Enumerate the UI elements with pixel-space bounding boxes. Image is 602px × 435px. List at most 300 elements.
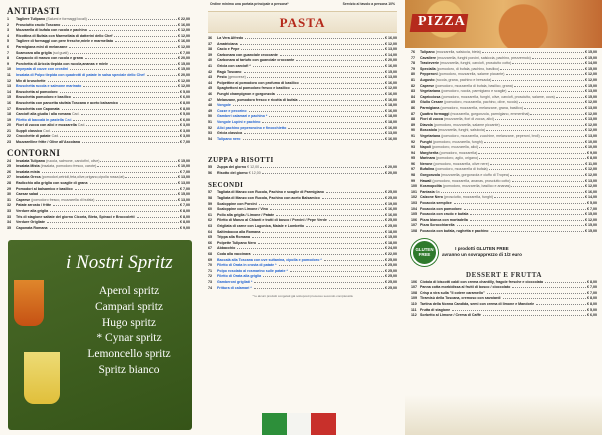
item-name: Abbacchio — [217, 246, 236, 251]
item-price: € 8,00 — [180, 214, 190, 219]
dot-leader — [541, 136, 584, 137]
item-price: € 22,00 — [178, 17, 190, 21]
item-name: Filetto di Manzo al Chianti e trutti di bosco / Porcini / Pepe Verde — [217, 218, 327, 223]
item-number: 71 — [208, 268, 212, 273]
item-name: Tagliata di Manzo con Rucola, Pachino e scaglie di Parmigiano — [217, 190, 324, 195]
item-desc: (mozzarella, gorgonzola, parmigiano, emmenthal) — [450, 111, 530, 116]
dot-leader — [110, 64, 177, 65]
item-desc: (prosciutto, mozzarella, funghi) — [443, 195, 494, 200]
item-number: 8 — [7, 56, 9, 61]
item-name: Ragù Toscano — [217, 69, 242, 74]
frozen-products-note: * le alcuni prodotti congelati già sottoposti processo secondo complessità — [252, 294, 353, 299]
gluten-free-notice — [411, 239, 597, 266]
item-name: Caesar salad — [16, 192, 39, 197]
item-number: 108 — [411, 229, 417, 233]
dot-leader — [306, 226, 384, 227]
item-name: Gorgonzola — [420, 173, 440, 178]
item-price: € 8,00 — [587, 279, 597, 284]
item-price: € 25,00 — [385, 218, 397, 223]
item-desc: (pomodoro, mozzarella, melanzane, grana, basilico) — [440, 105, 524, 110]
item-number: 11 — [7, 72, 11, 77]
item-name: La Vera Alfredo — [217, 36, 244, 40]
dot-leader — [53, 205, 179, 206]
item-price: € 13,00 — [178, 175, 190, 180]
pasta-list — [208, 36, 397, 142]
item-number: 65 — [208, 235, 212, 240]
item-name: Fiori di zucca — [420, 117, 443, 122]
item-price: € 12,00 — [585, 122, 597, 127]
dot-leader — [50, 228, 179, 229]
dot-leader — [237, 248, 384, 249]
dot-leader — [510, 175, 584, 176]
dot-leader — [503, 298, 586, 299]
dot-leader — [40, 194, 177, 195]
dot-leader — [81, 114, 179, 115]
item-name: Parmigiana — [420, 105, 440, 110]
item-name: Filetto di Orata in crosta di patate * — [217, 263, 277, 268]
item-number: 62 — [208, 218, 212, 223]
dot-leader — [252, 237, 384, 238]
item-name: Filetto di baccalà in pastella — [16, 117, 64, 122]
item-name: Verdure alla griglia — [16, 209, 49, 213]
dot-leader — [301, 83, 384, 84]
item-desc: (rucola, salmone, carciofini, olive) — [46, 158, 100, 163]
item-price: € 12,00 — [585, 217, 597, 222]
dot-leader — [115, 41, 177, 42]
item-number: 34 — [7, 220, 11, 225]
item-number: 63 — [208, 224, 212, 229]
item-number: 82 — [411, 83, 415, 88]
item-number: 39 — [208, 52, 212, 57]
item-name: Polpo rosolato al rosmarino sulle patate * — [217, 268, 288, 273]
dot-leader — [70, 69, 177, 70]
item-price: € 18,00 — [385, 103, 397, 108]
item-number: 2 — [7, 22, 9, 27]
item-desc: (mozzarella, fiori di zucca, alici) — [443, 117, 494, 122]
dessert-title: DESSERT E FRUTTA — [466, 270, 542, 279]
dot-leader — [253, 254, 384, 255]
item-name: Spaghettoni al pomodoro fresco e basilico — [217, 86, 290, 91]
item-name: Polpette Tulipano Nero — [217, 240, 257, 245]
spritz-panel — [8, 240, 192, 430]
item-price: € 18,00 — [385, 240, 397, 245]
item-number: 49 — [208, 108, 212, 113]
item-name: Cacio e Pepe — [217, 47, 240, 52]
item-number: 5 — [7, 39, 9, 44]
item-name: Impepata di cozze con crostini — [16, 67, 69, 72]
item-desc: (pomodoro fresco, mozzarella di bufala) — [31, 197, 95, 202]
item-price: € 7,00 — [180, 140, 190, 145]
item-name: Insalata Greca — [16, 175, 41, 180]
item-number: 106 — [411, 279, 417, 284]
item-number: 79 — [411, 66, 415, 71]
item-number: 90 — [411, 128, 415, 133]
item-number: 32 — [7, 203, 11, 208]
zuppa-list — [208, 165, 397, 176]
item-name: Giulio Cesare — [420, 100, 444, 105]
item-price: € 8,00 — [180, 100, 190, 105]
item-name: Cozze e pecorino — [217, 108, 247, 113]
item-name: Supplì classico — [16, 128, 43, 133]
item-number: 107 — [411, 285, 417, 290]
dot-leader — [69, 47, 177, 48]
item-desc: Cad. — [64, 117, 73, 122]
dot-leader — [243, 139, 385, 140]
item-price: € 16,00 — [585, 189, 597, 194]
item-name: Grigliata di carne con Lugonica, Maiale e Lombetto — [217, 224, 305, 229]
item-name: Tagliere di formaggi con pere fresche,miele e marmellata — [16, 39, 114, 44]
item-name: Bruschetta con pancetta stufata Toscana e aceto balsamico — [16, 100, 118, 105]
item-name: Panna cotta morbidissa al frutti di bosco / cioccolato — [420, 285, 511, 290]
dot-leader — [88, 19, 177, 20]
item-name: Augusto — [420, 77, 435, 82]
dot-leader — [269, 116, 384, 117]
item-name: Calzone Nero — [420, 195, 443, 200]
item-price: € 10,00 — [585, 145, 597, 150]
dot-leader — [280, 55, 384, 56]
item-price: € 8,00 — [587, 296, 597, 301]
item-name: Tulipano — [420, 50, 435, 54]
item-name: Pepperoni — [420, 72, 438, 77]
item-price: € 12,00 — [585, 77, 597, 82]
item-number: 30 — [7, 192, 11, 197]
item-name: Alici pachino peperoncino e finocchietto — [217, 125, 287, 130]
item-desc: (pomodoro, mozzarella, pachino, olive, rucola) — [444, 100, 518, 105]
item-number: 38 — [208, 47, 212, 52]
item-number: 77 — [411, 55, 415, 60]
item-desc: (genovese) — [227, 75, 246, 80]
item-price: € 12,00 — [585, 184, 597, 189]
item-price: € 16,00 — [385, 91, 397, 96]
item-desc: € 12,00 — [248, 170, 261, 175]
dot-leader — [114, 36, 177, 37]
right-column — [405, 0, 602, 435]
item-name: Bruschetta rucola e salmone marinato — [16, 84, 82, 89]
pizza-list — [411, 50, 597, 235]
secondi-list — [208, 190, 397, 291]
item-desc: (rucola, grana, pachino e bresaola) — [435, 77, 492, 82]
gluten-line-1: I prodotti GLUTEN FREE — [455, 246, 509, 252]
item-price: € 20,00 — [178, 72, 190, 77]
item-price: € 13,00 — [385, 131, 397, 136]
dot-leader — [147, 75, 177, 76]
item-desc: (pomodoro, mozzarella) — [439, 150, 478, 155]
item-price: € 12,00 — [178, 28, 190, 33]
item-number: 43 — [208, 75, 212, 80]
item-price: € 3,00 — [180, 123, 190, 128]
dot-leader — [487, 293, 586, 294]
dot-leader — [120, 103, 179, 104]
item-name: Prosciutto crudo Toscano — [16, 22, 61, 27]
item-number: 36 — [208, 36, 212, 40]
dot-leader — [288, 128, 384, 129]
item-name: Trasteverie — [420, 61, 439, 66]
item-name: Carbonara al tartufo con guanciale croccante — [217, 58, 295, 63]
item-name: Vegetariana — [420, 89, 441, 94]
item-number: 106 — [411, 217, 417, 222]
item-name: Patate arrosto / fritte — [16, 203, 52, 208]
item-number: 108 — [411, 290, 417, 295]
dot-leader — [299, 100, 384, 101]
item-price: € 12,00 — [585, 167, 597, 172]
item-price: € 12,00 — [178, 78, 190, 83]
item-desc: € 12,00 — [247, 165, 260, 170]
item-price: € 5,00 — [180, 112, 190, 117]
contorni-list — [7, 159, 190, 232]
dot-leader — [240, 44, 384, 45]
item-price: € 13,00 — [385, 75, 397, 80]
item-price: € 5,00 — [587, 307, 597, 312]
dot-leader — [452, 310, 586, 311]
item-price: € 15,00 — [178, 158, 190, 163]
item-number: 107 — [411, 223, 417, 228]
dot-leader — [329, 220, 384, 221]
menu-item — [411, 313, 597, 319]
item-number: 109 — [411, 296, 417, 301]
item-price: € 16,00 — [385, 63, 397, 68]
item-name: Polpettine al pomodoro con profumo di basilico — [217, 80, 299, 85]
item-price: € 18,00 — [385, 119, 397, 124]
item-number: 10 — [7, 67, 11, 72]
item-number: 85 — [411, 100, 415, 105]
item-number: 112 — [411, 313, 417, 318]
dot-leader — [441, 192, 584, 193]
item-number: 57 — [208, 190, 212, 195]
item-number: 86 — [411, 105, 415, 110]
item-name: Bruschetta pomodoro e basilico — [16, 95, 71, 100]
item-number: 41 — [208, 63, 212, 68]
item-price: € 25,00 — [385, 257, 397, 262]
menu-item — [208, 286, 397, 292]
item-desc: (pomodoro, rucola, parmigiano e scaglie) — [441, 89, 507, 94]
item-number: 12 — [7, 78, 11, 83]
item-price: € 12,00 — [385, 86, 397, 91]
dot-leader — [500, 69, 584, 70]
item-desc: (mozzarella, gorgonzola e ciuffo di Tropea) — [440, 173, 510, 178]
spritz-item: * Cynar spritz — [96, 332, 162, 345]
menu-item — [7, 226, 190, 232]
item-price: € 16,00 — [385, 36, 397, 40]
item-price: € 8,00 — [180, 209, 190, 213]
dot-leader — [60, 136, 179, 137]
dot-leader — [89, 30, 177, 31]
item-number: 54 — [208, 136, 212, 141]
item-price: € 13,00 — [585, 117, 597, 122]
item-name: Mozzarella di bufala con rucola e pachino — [16, 28, 87, 33]
dot-leader — [491, 231, 585, 232]
item-number: 66 — [208, 240, 212, 245]
spritz-title: i Nostri Spritz — [66, 252, 173, 273]
item-number: 50 — [208, 114, 212, 119]
item-desc: (pomodoro, di bufala, pachino, basilico) — [436, 66, 500, 71]
item-name: Crisp a vira sulla "Il cotere caramello" — [420, 290, 485, 295]
dot-leader — [125, 177, 177, 178]
item-desc: (sul guati) — [52, 50, 69, 55]
item-price: € 15,00 — [585, 212, 597, 217]
item-desc: (pomodoro, mozzarella di bufala, basilico, grana) — [435, 83, 513, 88]
item-number: 28 — [7, 181, 11, 186]
item-number: 13 — [7, 84, 11, 89]
item-name: Risotto del giorno — [217, 170, 248, 175]
item-number: 83 — [411, 89, 415, 94]
item-name: Amatriciana — [217, 41, 238, 46]
item-number: 105 — [411, 212, 417, 217]
item-number: 1 — [7, 17, 9, 21]
item-price: € 7,00 — [180, 203, 190, 208]
item-name: Pesto — [217, 75, 227, 80]
item-price: € 13,00 — [585, 105, 597, 110]
item-number: 3 — [7, 28, 9, 33]
dot-leader — [512, 63, 584, 64]
item-name: Hawaii — [420, 178, 432, 183]
item-number: 70 — [208, 263, 212, 268]
spritz-item: Lemoncello spritz — [87, 348, 171, 361]
item-number: 88 — [411, 117, 415, 122]
item-name: Diavola — [420, 122, 433, 127]
dot-leader — [532, 58, 584, 59]
item-number: 91 — [411, 133, 415, 138]
item-number: 58 — [208, 196, 212, 201]
item-price: € 8,00 — [180, 106, 190, 111]
item-name: Nerone — [420, 161, 433, 166]
dot-leader — [277, 94, 384, 95]
minimum-order-note: Ordine minimo una portata principale a persona* — [210, 2, 289, 6]
item-desc: (insalata, pomodoro fresco, carote) — [40, 164, 97, 169]
item-name: Porchetta di Ariccia tiepida con rucola,ananas e miele — [16, 61, 108, 66]
dot-leader — [247, 77, 384, 78]
item-number: 84 — [411, 94, 415, 99]
item-price: € 20,00 — [385, 170, 397, 175]
item-name: Pomodori al balsamico e basilico — [16, 186, 73, 191]
item-name: Gamberi calamari e pachino * — [217, 114, 268, 119]
dot-leader — [233, 105, 384, 106]
item-price: € 14,00 — [585, 195, 597, 200]
item-number: 104 — [411, 206, 417, 211]
dot-leader — [262, 122, 384, 123]
item-name: Scaloppine con Limone / Vino — [217, 207, 269, 212]
item-number: 48 — [208, 103, 212, 108]
dot-leader — [545, 282, 586, 283]
secondi-title: SECONDI — [208, 181, 244, 190]
item-number: 99 — [411, 178, 415, 183]
item-price: € 13,00 — [585, 89, 597, 94]
pizza-header-image — [405, 0, 602, 48]
item-price: € 16,00 — [178, 22, 190, 27]
antipasti-title: ANTIPASTI — [7, 6, 60, 16]
item-desc: (Salumi e formaggi locali) — [46, 17, 87, 21]
item-name: Boscaiola — [420, 128, 437, 133]
italian-flag — [262, 413, 336, 435]
dot-leader — [486, 130, 584, 131]
item-number: 111 — [411, 307, 417, 312]
dot-leader — [324, 260, 384, 261]
item-name: Carpaccio di manzo con rucola e grana — [16, 56, 83, 61]
dot-leader — [82, 142, 179, 143]
dot-leader — [245, 38, 384, 39]
item-name: Caponata Romana — [16, 225, 48, 230]
dot-leader — [524, 108, 584, 109]
item-price: € 25,00 — [385, 268, 397, 273]
item-price: € 15,00 — [585, 66, 597, 71]
item-desc: (pomodoro, aglio, origano) — [435, 156, 479, 161]
dot-leader — [259, 204, 384, 205]
item-price: € 13,00 — [178, 181, 190, 186]
item-name: Focaccia con pomodoro — [420, 206, 462, 211]
dot-leader — [70, 53, 179, 54]
item-number: 94 — [411, 150, 415, 155]
item-price: € 15,00 — [585, 223, 597, 228]
item-price: € 11,00 — [585, 161, 597, 166]
dot-leader — [100, 161, 177, 162]
item-desc: Cad. — [71, 112, 80, 117]
item-name: Focaccia semplice — [420, 201, 452, 206]
item-price: € 12,00 — [585, 111, 597, 116]
item-price: € 14,00 — [585, 61, 597, 66]
item-number: 98 — [411, 173, 415, 178]
dot-leader — [490, 164, 584, 165]
item-number: 47 — [208, 97, 212, 102]
item-price: € 15,00 — [178, 192, 190, 197]
item-number: 97 — [411, 167, 415, 172]
dot-leader — [52, 131, 179, 132]
dot-leader — [258, 243, 384, 244]
rome-skyline-image — [405, 395, 602, 435]
dot-leader — [48, 81, 177, 82]
spritz-list — [70, 284, 188, 379]
item-desc: (mozzarella, funghi, carciofi, prosciutto cotto) — [439, 61, 512, 66]
item-price: € 12,00 — [585, 100, 597, 105]
dot-leader — [244, 72, 385, 73]
item-name: Specialla — [420, 66, 436, 71]
item-desc: (pomodoro, mozzarella, basilico e ananas) — [442, 184, 511, 189]
item-number: 51 — [208, 119, 212, 124]
lemon-glass-image — [24, 352, 60, 404]
item-price: € 19,00 — [385, 201, 397, 206]
item-name: Baccalà alla Toscana con uve sultanina, cipolla e pomodoro * — [217, 257, 322, 262]
dot-leader — [470, 220, 584, 221]
item-price: € 9,00 — [587, 150, 597, 155]
item-number: 59 — [208, 201, 212, 206]
item-price: € 7,00 — [587, 285, 597, 290]
item-name: Mix di bruschette — [16, 78, 46, 83]
antipasti-list — [7, 17, 190, 146]
dot-leader — [290, 271, 384, 272]
item-price: € 16,00 — [385, 212, 397, 217]
item-price: € 5,00 — [180, 89, 190, 94]
item-name: Scaloppine con Porcini — [217, 201, 257, 206]
item-price: € 13,00 — [178, 197, 190, 202]
item-number: 80 — [411, 72, 415, 77]
item-price: € 15,00 — [385, 235, 397, 240]
item-number: 96 — [411, 161, 415, 166]
spritz-glass-image — [14, 280, 44, 326]
item-desc: (pomodoro, mozzarella di bufala) — [435, 167, 488, 172]
item-price: € 6,00 — [180, 117, 190, 122]
item-price: € 25,00 — [385, 285, 397, 290]
item-price: € 5,00 — [587, 201, 597, 206]
item-price: € 7,00 — [587, 290, 597, 295]
item-price: € 15,00 — [585, 50, 597, 54]
dot-leader — [73, 97, 179, 98]
service-note — [208, 2, 397, 6]
item-number: 87 — [411, 111, 415, 116]
item-number: 67 — [208, 246, 212, 251]
item-number: 35 — [7, 225, 11, 230]
item-price: € 25,00 — [385, 224, 397, 229]
item-price: € 20,00 — [385, 58, 397, 63]
item-number: 74 — [208, 285, 212, 290]
dot-leader — [514, 86, 584, 87]
